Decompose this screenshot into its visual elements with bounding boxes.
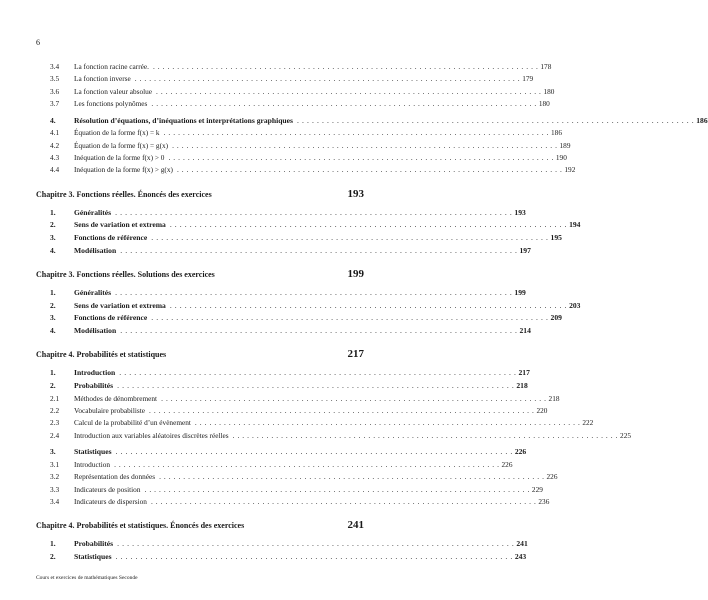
toc-entry-page: 189 — [559, 140, 571, 150]
toc-entry-page: 229 — [531, 484, 543, 494]
table-of-contents — [36, 62, 708, 565]
toc-entry-title: Probabilités — [74, 539, 114, 549]
toc-entry-title: Indicateurs de position — [74, 484, 141, 494]
toc-subsection-entry — [36, 74, 534, 86]
toc-entry-title: Sens de variation et extrema — [74, 220, 166, 230]
toc-entry-title: Introduction — [74, 368, 116, 378]
toc-entry-page: 203 — [569, 300, 581, 310]
toc-entry-number: 1. — [50, 368, 56, 378]
toc-entry-page: 225 — [620, 430, 631, 440]
toc-leader-dots: . . . . . . . . . . . . . . . . . . . . . . . . . . . . . . . . . . . . . . . . . . . . . . . . . . . . . . . . . . . . . . . . . . . . . . . . . . . . . . . . — [169, 220, 568, 230]
toc-leader-dots: . . . . . . . . . . . . . . . . . . . . . . . . . . . . . . . . . . . . . . . . . . . . . . . . . . . . . . . . . . . . . . . . . . . . . . . . . . . . . . . . — [163, 128, 550, 138]
toc-entry-number: 3.4 — [50, 62, 60, 71]
toc-section-entry — [36, 447, 527, 460]
toc-subsection-entry — [36, 430, 631, 443]
toc-entry-page: 199 — [347, 268, 364, 281]
toc-leader-dots: . . . . . . . . . . . . . . . . . . . . . . . . . . . . . . . . . . . . . . . . . . . . . . . . . . . . . . . . . . . . . . . . . . . . . . . . . . . . . . . . — [115, 288, 513, 298]
toc-entry-page: 180 — [543, 86, 555, 96]
toc-section-entry — [36, 368, 530, 381]
toc-entry-number: 2. — [50, 381, 56, 391]
toc-entry-title: Fonctions de référence — [74, 232, 148, 242]
toc-entry-page: 217 — [347, 348, 364, 361]
toc-chapter-entry — [36, 348, 364, 366]
toc-entry-page: 194 — [569, 220, 581, 230]
toc-subsection-entry — [36, 99, 550, 111]
toc-entry-page: 199 — [514, 288, 526, 298]
toc-leader-dots: . . . . . . . . . . . . . . . . . . . . . . . . . . . . . . . . . . . . . . . . . . . . . . . . . . . . . . . . . . . . . . . . . . . . . . . . . . . . . . . . — [144, 484, 530, 494]
toc-section-entry — [36, 288, 526, 301]
toc-entry-number: 3.6 — [50, 86, 60, 96]
toc-entry-number: 1. — [50, 539, 56, 549]
toc-entry-number: 4.4 — [50, 165, 60, 175]
toc-entry-title: Fonctions de référence — [74, 313, 148, 323]
toc-entry-page: 220 — [536, 406, 548, 416]
toc-entry-page: 186 — [696, 115, 708, 125]
toc-leader-dots: . . . . . . . . . . . . . . . . . . . . . . . . . . . . . . . . . . . . . . . . . . . . . . . . . . . . . . . . . . . . . . . . . . . . . . . . . . . . . . . . — [151, 232, 549, 242]
toc-section-entry — [36, 313, 562, 326]
toc-entry-number: 3.2 — [50, 472, 60, 482]
toc-entry-number: 4. — [50, 325, 56, 335]
toc-entry-title: Chapitre 4. Probabilités et statistiques — [36, 350, 167, 360]
toc-entry-number: 3.5 — [50, 74, 60, 84]
toc-entry-title: Généralités — [74, 207, 112, 217]
toc-entry-number: 3.1 — [50, 459, 60, 469]
toc-chapter-entry — [36, 188, 364, 206]
toc-entry-title: Chapitre 3. Fonctions réelles. Énoncés des exercices — [36, 189, 212, 199]
toc-leader-dots: . . . . . . . . . . . . . . . . . . . . . . . . . . . . . . . . . . . . . . . . . . . . . . . . . . . . . . . . . . . . . . . . . . . . . . . . . . . . . . . . — [161, 393, 547, 403]
toc-entry-title: Représentation des données — [74, 472, 156, 482]
toc-leader-dots: . . . . . . . . . . . . . . . . . . . . . . . . . . . . . . . . . . . . . . . . . . . . . . . . . . . . . . . . . . . . . . . . . . . . . . . . . . . . . . . . — [114, 459, 500, 469]
toc-entry-title: Équation de la forme f(x) = k — [74, 128, 160, 138]
toc-entry-title: La fonction inverse — [74, 74, 131, 84]
toc-entry-title: Sens de variation et extrema — [74, 300, 166, 310]
toc-leader-dots: . . . . . . . . . . . . . . . . . . . . . . . . . . . . . . . . . . . . . . . . . . . . . . . . . . . . . . . . . . . . . . . . . . . . . . . . . . . . . . . . — [115, 551, 513, 561]
toc-entry-page: 218 — [548, 393, 560, 403]
toc-entry-number: 2.1 — [50, 393, 60, 403]
toc-subsection-entry — [36, 393, 560, 406]
toc-entry-number: 1. — [50, 207, 56, 217]
toc-section-entry — [36, 115, 708, 129]
toc-subsection-entry — [36, 459, 513, 472]
toc-leader-dots: . . . . . . . . . . . . . . . . . . . . . . . . . . . . . . . . . . . . . . . . . . . . . . . . . . . . . . . . . . . . . . . . . . . . . . . . . . . . . . . . — [151, 313, 549, 323]
toc-entry-page: 195 — [550, 232, 562, 242]
toc-entry-title: Introduction aux variables aléatoires discrètes réelles — [74, 430, 229, 440]
toc-entry-page: 243 — [514, 551, 527, 561]
toc-entry-page: 214 — [519, 325, 531, 335]
toc-leader-dots: . . . . . . . . . . . . . . . . . . . . . . . . . . . . . . . . . . . . . . . . . . . . . . . . . . . . . . . . . . . . . . . . . . . . . . . . . . . . . . . . — [134, 74, 521, 84]
toc-leader-dots: . . . . . . . . . . . . . . . . . . . . . . . . . . . . . . . . . . . . . . . . . . . . . . . . . . . . . . . . . . . . . . . . . . . . . . . . . . . . . . . . — [119, 368, 517, 378]
toc-leader-dots: . . . . . . . . . . . . . . . . . . . . . . . . . . . . . . . . . . . . . . . . . . . . . . . . . . . . . . . . . . . . . . . . . . . . . . . . . . . . . . . . — [115, 447, 513, 457]
toc-entry-page: 178 — [540, 62, 552, 71]
toc-entry-page: 192 — [564, 165, 576, 175]
toc-entry-page: 218 — [516, 381, 528, 391]
toc-leader-dots: . . . . . . . . . . . . . . . . . . . . . . . . . . . . . . . . . . . . . . . . . . . . . . . . . . . . . . . . . . . . . . . . . . . . . . . . . . . . . . . . — [150, 496, 537, 506]
toc-entry-number: 3. — [50, 447, 56, 457]
toc-chapter-entry — [36, 519, 364, 537]
toc-entry-title: Indicateurs de dispersion — [74, 496, 147, 506]
toc-leader-dots: . . . . . . . . . . . . . . . . . . . . . . . . . . . . . . . . . . . . . . . . . . . . . . . . . . . . . . . . . . . . . . . . . . . . . . . . . . . . . . . . — [194, 418, 581, 428]
toc-entry-page: 180 — [538, 99, 550, 109]
toc-leader-dots: . . . . . . . . . . . . . . . . . . . . . . . . . . . . . . . . . . . . . . . . . . . . . . . . . . . . . . . . . . . . . . . . . . . . . . . . . . . . . . . . — [120, 325, 518, 335]
toc-leader-dots: . . . . . . . . . . . . . . . . . . . . . . . . . . . . . . . . . . . . . . . . . . . . . . . . . . . . . . . . . . . . . . . . . . . . . . . . . . . . . . . . — [120, 245, 518, 255]
toc-entry-number: 1. — [50, 288, 56, 298]
toc-section-entry — [36, 300, 581, 314]
toc-entry-page: 193 — [347, 187, 364, 200]
toc-entry-number: 4. — [50, 115, 56, 125]
toc-leader-dots: . . . . . . . . . . . . . . . . . . . . . . . . . . . . . . . . . . . . . . . . . . . . . . . . . . . . . . . . . . . . . . . . . . . . . . . . . . . . . . . . — [159, 472, 545, 482]
toc-entry-number: 2. — [50, 220, 56, 230]
toc-leader-dots: . . . . . . . . . . . . . . . . . . . . . . . . . . . . . . . . . . . . . . . . . . . . . . . . . . . . . . . . . . . . . . . . . . . . . . . . . . . . . . . . — [151, 99, 537, 109]
toc-entry-page: 217 — [518, 368, 530, 378]
toc-subsection-entry — [36, 140, 571, 153]
toc-entry-title: Statistiques — [74, 551, 112, 561]
toc-leader-dots: . . . . . . . . . . . . . . . . . . . . . . . . . . . . . . . . . . . . . . . . . . . . . . . . . . . . . . . . . . . . . . . . . . . . . . . . . . . . . . . . — [172, 140, 558, 150]
toc-leader-dots: . . . . . . . . . . . . . . . . . . . . . . . . . . . . . . . . . . . . . . . . . . . . . . . . . . . . . . . . . . . . . . . . . . . . . . . . . . . . . . . . — [169, 300, 568, 310]
toc-entry-title: Modélisation — [74, 325, 117, 335]
toc-entry-title: Statistiques — [74, 447, 112, 457]
toc-leader-dots: . . . . . . . . . . . . . . . . . . . . . . . . . . . . . . . . . . . . . . . . . . . . . . . . . . . . . . . . . . . . . . . . . . . . . . . . . . . . . . . . — [168, 152, 554, 162]
toc-subsection-entry — [36, 165, 576, 177]
toc-entry-number: 2. — [50, 551, 56, 561]
toc-entry-title: Vocabulaire probabiliste — [74, 406, 145, 416]
toc-entry-title: Chapitre 3. Fonctions réelles. Solutions des exercices — [36, 270, 215, 280]
toc-leader-dots: . . . . . . . . . . . . . . . . . . . . . . . . . . . . . . . . . . . . . . . . . . . . . . . . . . . . . . . . . . . . . . . . . . . . . . . . . . . . . . . . — [115, 207, 513, 217]
toc-entry-page: 193 — [514, 207, 526, 217]
toc-entry-page: 226 — [501, 459, 513, 469]
toc-section-entry — [36, 232, 562, 246]
toc-entry-page: 179 — [522, 74, 534, 84]
toc-leader-dots: . . . . . . . . . . . . . . . . . . . . . . . . . . . . . . . . . . . . . . . . . . . . . . . . . . . . . . . . . . . . . . . . . . . . . . . . . . . . . . . . — [117, 381, 515, 391]
toc-entry-number: 4.1 — [50, 128, 60, 138]
toc-entry-number: 3. — [50, 232, 56, 242]
toc-entry-title: Généralités — [74, 288, 112, 298]
toc-entry-page: 222 — [582, 418, 594, 428]
toc-entry-page: 209 — [550, 313, 562, 323]
toc-entry-title: Résolution d’équations, d’inéquations et interprétations graphiques — [74, 115, 293, 125]
toc-entry-title: Introduction — [74, 459, 111, 469]
toc-subsection-entry — [36, 418, 594, 430]
toc-entry-page: 186 — [551, 128, 562, 138]
toc-leader-dots: . . . . . . . . . . . . . . . . . . . . . . . . . . . . . . . . . . . . . . . . . . . . . . . . . . . . . . . . . . . . . . . . . . . . . . . . . . . . . . . . — [296, 115, 695, 125]
toc-entry-title: Modélisation — [74, 245, 117, 255]
toc-subsection-entry — [36, 484, 543, 497]
toc-entry-title: Les fonctions polynômes — [74, 99, 148, 109]
toc-subsection-entry — [36, 86, 555, 99]
toc-subsection-entry — [36, 406, 548, 418]
toc-entry-page: 226 — [514, 447, 527, 457]
toc-entry-title: Probabilités — [74, 381, 114, 391]
toc-leader-dots: . . . . . . . . . . . . . . . . . . . . . . . . . . . . . . . . . . . . . . . . . . . . . . . . . . . . . . . . . . . . . . . . . . . . . . . . . . . . . . . . — [232, 430, 619, 440]
toc-entry-page: 241 — [516, 539, 528, 549]
toc-section-entry — [36, 325, 531, 339]
toc-section-entry — [36, 207, 526, 221]
toc-entry-title: Méthodes de dénombrement — [74, 393, 158, 403]
toc-entry-page: 226 — [546, 472, 558, 482]
toc-entry-title: La fonction valeur absolue — [74, 86, 153, 96]
toc-entry-number: 2. — [50, 300, 56, 310]
toc-entry-number: 3.7 — [50, 99, 60, 109]
toc-entry-number: 3.3 — [50, 484, 60, 494]
toc-subsection-entry — [36, 62, 552, 74]
toc-leader-dots: . . . . . . . . . . . . . . . . . . . . . . . . . . . . . . . . . . . . . . . . . . . . . . . . . . . . . . . . . . . . . . . . . . . . . . . . . . . . . . . . — [117, 539, 515, 549]
toc-entry-title: La fonction racine carrée. — [74, 62, 149, 71]
toc-entry-number: 2.3 — [50, 418, 60, 428]
toc-leader-dots: . . . . . . . . . . . . . . . . . . . . . . . . . . . . . . . . . . . . . . . . . . . . . . . . . . . . . . . . . . . . . . . . . . . . . . . . . . . . . . . . — [149, 406, 535, 416]
page-footer: Cours et exercices de mathématiques Seconde — [36, 575, 138, 581]
toc-entry-page: 197 — [519, 245, 531, 255]
toc-entry-number: 3. — [50, 313, 56, 323]
toc-leader-dots: . . . . . . . . . . . . . . . . . . . . . . . . . . . . . . . . . . . . . . . . . . . . . . . . . . . . . . . . . . . . . . . . . . . . . . . . . . . . . . . . — [176, 165, 563, 175]
toc-entry-page: 190 — [555, 152, 567, 162]
toc-entry-number: 2.2 — [50, 406, 60, 416]
toc-entry-number: 4.3 — [50, 152, 60, 162]
toc-subsection-entry — [36, 496, 550, 509]
toc-entry-number: 2.4 — [50, 430, 60, 440]
toc-entry-title: Inéquation de la forme f(x) > 0 — [74, 152, 165, 162]
toc-entry-page: 236 — [538, 496, 550, 506]
toc-entry-title: Calcul de la probabilité d’un évènement — [74, 418, 191, 428]
toc-section-entry — [36, 539, 528, 552]
toc-entry-number: 3.4 — [50, 496, 60, 506]
toc-entry-title: Chapitre 4. Probabilités et statistiques. Énoncés des exercices — [36, 521, 245, 531]
toc-section-entry — [36, 245, 531, 259]
page-number: 6 — [36, 38, 40, 47]
toc-section-entry — [36, 381, 528, 394]
toc-subsection-entry — [36, 472, 558, 484]
toc-entry-number: 4.2 — [50, 140, 60, 150]
toc-subsection-entry — [36, 152, 567, 165]
toc-section-entry — [36, 551, 527, 565]
toc-section-entry — [36, 220, 581, 233]
toc-entry-page: 241 — [347, 519, 364, 532]
toc-chapter-entry — [36, 268, 364, 286]
toc-subsection-entry — [36, 128, 562, 140]
toc-entry-title: Inéquation de la forme f(x) > g(x) — [74, 165, 173, 175]
toc-leader-dots: . . . . . . . . . . . . . . . . . . . . . . . . . . . . . . . . . . . . . . . . . . . . . . . . . . . . . . . . . . . . . . . . . . . . . . . . . . . . . . . . — [152, 62, 539, 71]
toc-leader-dots: . . . . . . . . . . . . . . . . . . . . . . . . . . . . . . . . . . . . . . . . . . . . . . . . . . . . . . . . . . . . . . . . . . . . . . . . . . . . . . . . — [156, 86, 542, 96]
toc-entry-number: 4. — [50, 245, 56, 255]
toc-entry-title: Équation de la forme f(x) = g(x) — [74, 140, 169, 150]
